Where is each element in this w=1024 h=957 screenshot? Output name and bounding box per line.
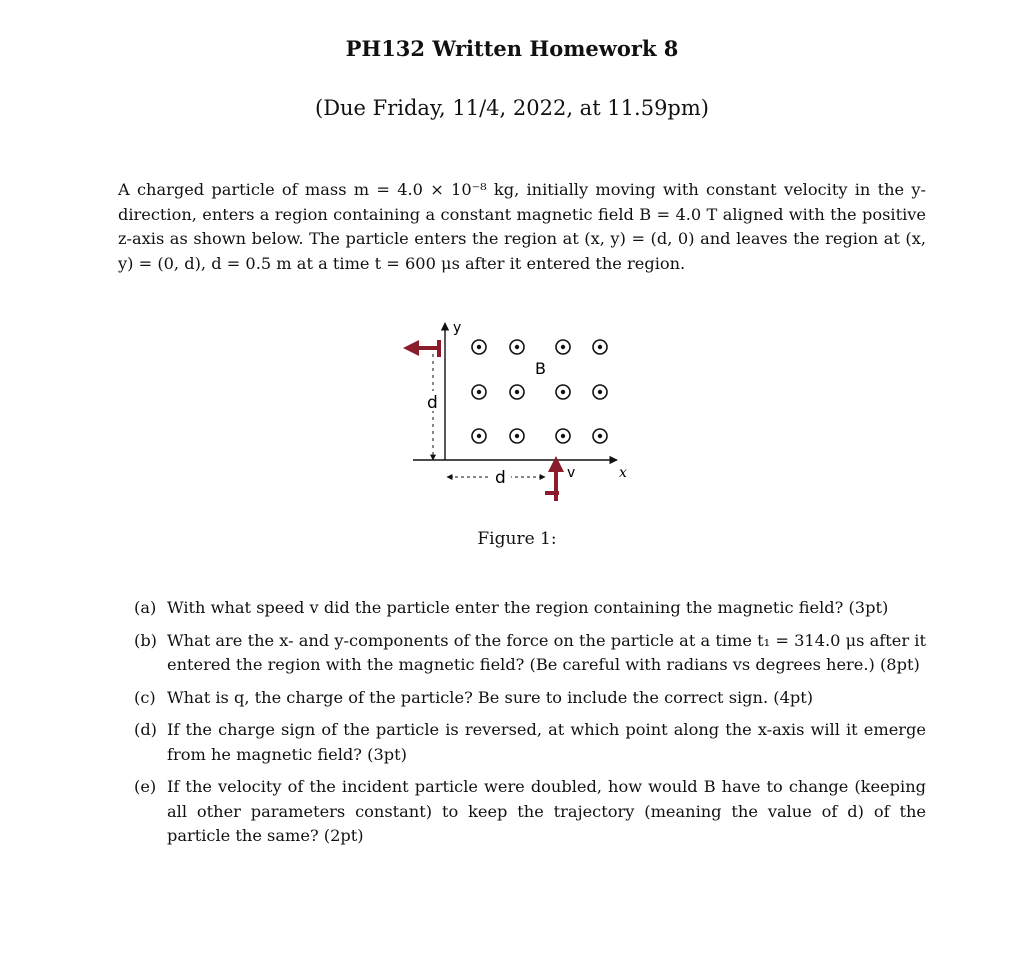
question-item: [134, 686, 926, 711]
question-label: (e): [134, 777, 157, 796]
velocity-label: v: [567, 465, 576, 481]
b-field-symbol: [472, 385, 486, 399]
question-text: What is q, the charge of the particle? Be sure to include the correct sign. (4pt): [167, 687, 814, 707]
question-item: [134, 629, 926, 678]
b-field-symbol: [510, 340, 524, 354]
question-text: What are the x- and y-components of the force on the particle at a time t₁ = 314.0 μs after it entered the region with the magnetic field? (Be careful with radians vs degrees here.) (8pt): [167, 630, 926, 674]
d-vertical-label: d: [427, 393, 438, 413]
figure-diagram: [395, 315, 655, 515]
entry-velocity-arrow: [545, 456, 564, 501]
question-text: If the charge sign of the particle is reversed, at which point along the x-axis will it emerge from he magnetic field? (3pt): [167, 720, 926, 764]
x-axis-label: x: [619, 465, 627, 481]
d-horizontal-label: d: [495, 468, 506, 488]
b-field-symbol: [510, 385, 524, 399]
figure-caption: Figure 1:: [477, 529, 557, 549]
y-axis-label: y: [453, 320, 462, 336]
b-field-symbol: [556, 340, 570, 354]
b-field-symbol: [472, 429, 486, 443]
b-field-symbol: [510, 429, 524, 443]
question-item: [134, 775, 926, 849]
question-item: [134, 596, 926, 621]
b-field-symbols: [472, 340, 607, 443]
page-title: PH132 Written Homework 8: [345, 36, 679, 61]
b-field-symbol: [556, 385, 570, 399]
b-field-symbol: [556, 429, 570, 443]
question-label: (a): [134, 598, 157, 617]
question-text: If the velocity of the incident particle were doubled, how would B have to change (keeping all other parameters constant) to keep the trajectory (meaning the value of d) of the particle the same? (2pt): [167, 777, 926, 845]
b-field-symbol: [593, 385, 607, 399]
b-field-symbol: [472, 340, 486, 354]
exit-velocity-arrow: [403, 340, 441, 357]
question-label: (b): [134, 630, 157, 650]
b-field-label: B: [535, 359, 546, 378]
due-date: (Due Friday, 11/4, 2022, at 11.59pm): [315, 96, 709, 120]
question-item: [134, 718, 926, 767]
question-label: (d): [134, 720, 157, 739]
question-label: (c): [134, 687, 156, 707]
question-text: With what speed v did the particle enter the region containing the magnetic field? (3pt): [167, 598, 889, 617]
problem-statement: A charged particle of mass m = 4.0 × 10⁻⁸ kg, initially moving with constant velocity in the y-direction, enters a region containing a constant magnetic field B = 4.0 T aligned with the positive z-axis as shown below. The particle enters the region at (x, y) = (d, 0) and leaves the region at (x, y) = (0, d), d = 0.5 m at a time t = 600 μs after it entered the region.: [118, 180, 926, 273]
b-field-symbol: [593, 340, 607, 354]
question-list: [134, 596, 926, 857]
b-field-symbol: [593, 429, 607, 443]
